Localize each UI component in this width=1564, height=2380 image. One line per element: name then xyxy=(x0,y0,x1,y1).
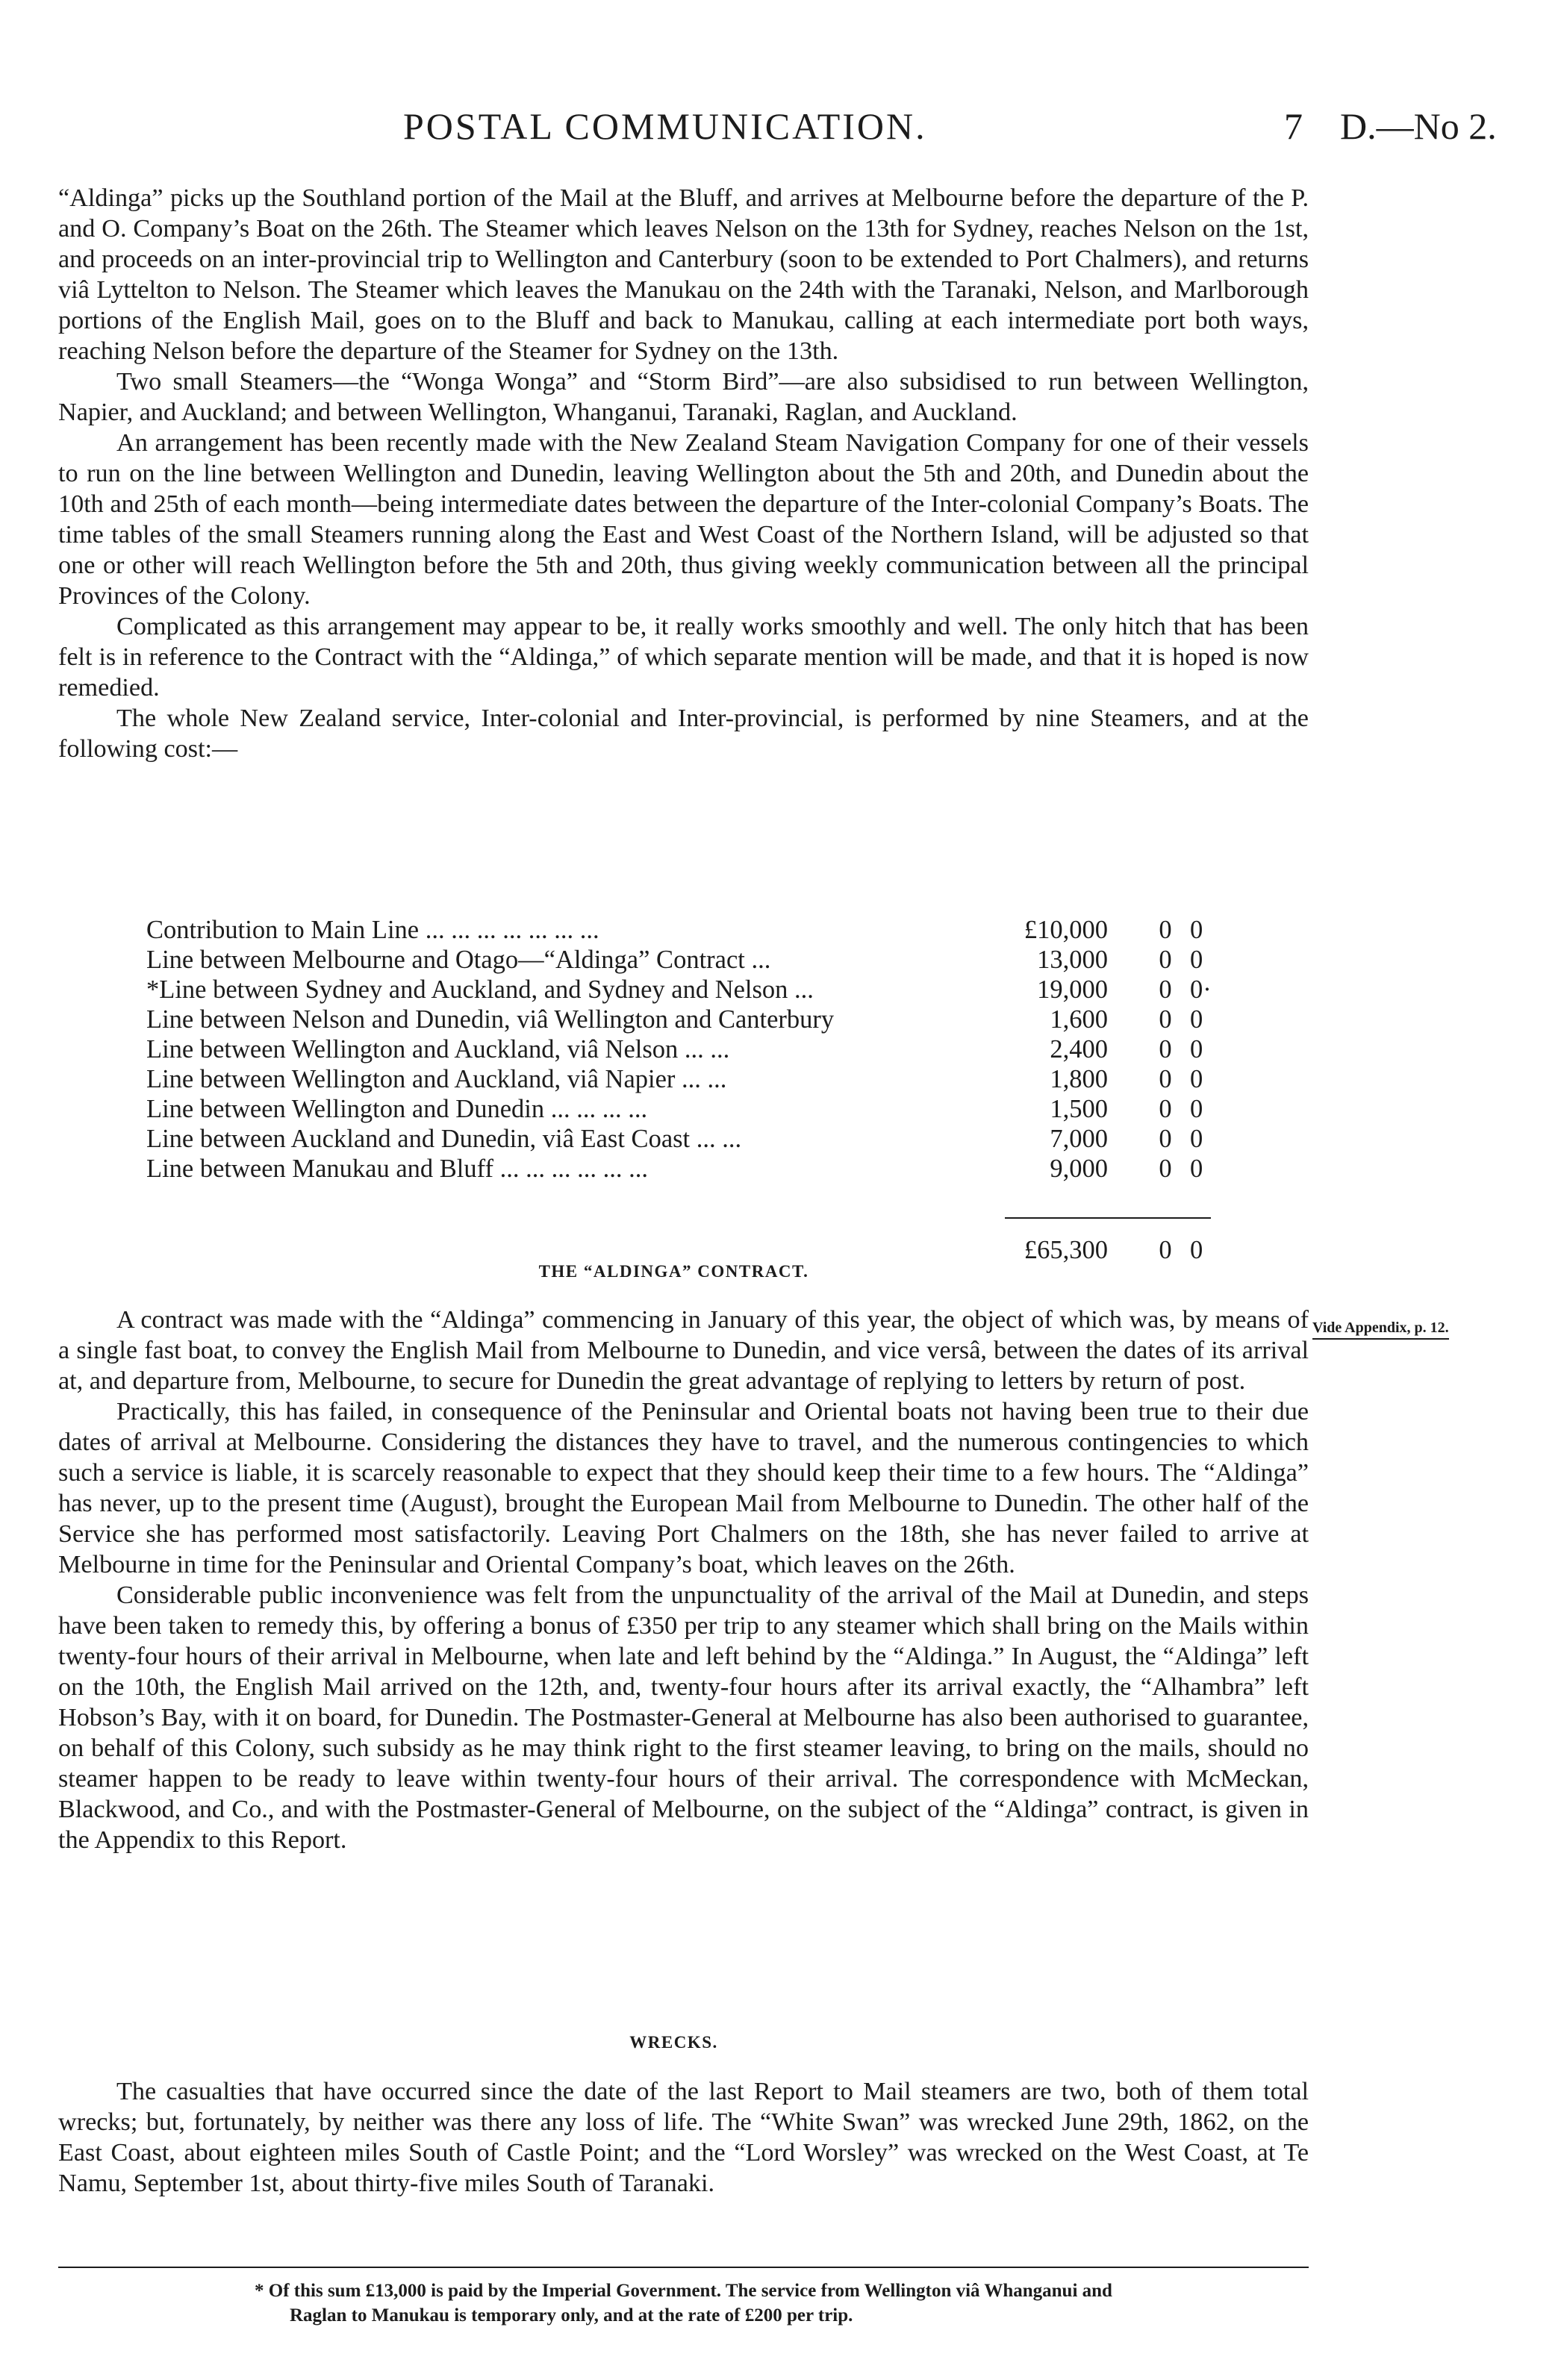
cost-pounds: 13,000 xyxy=(1037,946,1108,974)
cost-shillings: 0 xyxy=(1159,1155,1172,1183)
cost-row xyxy=(146,1094,1229,1124)
cost-pounds: 7,000 xyxy=(1050,1125,1108,1153)
cost-description: Line between Wellington and Dunedin ... ... ... ... xyxy=(146,1095,648,1123)
cost-description: Line between Wellington and Auckland, viâ Nelson ... ... xyxy=(146,1035,730,1063)
paragraph: Practically, this has failed, in consequence of the Peninsular and Oriental boats not having been true to their due dates of arrival at Melbourne. Considering the distances they have to travel, and the numerous contingencies to which such a service is liable, it is scarcely reasonable to expect that they should keep their time to a few hours. The “Aldinga” has never, up to the present time (August), brought the European Mail from Melbourne to Dunedin. The other half of the Service she has performed most satisfactorily. Leaving Port Chalmers on the 18th, she has never failed to arrive at Melbourne in time for the Peninsular and Oriental Company’s boat, which leaves on the 26th. xyxy=(58,1398,1309,1578)
cost-pence: 0 xyxy=(1190,1155,1203,1183)
document-reference: D.—No 2. xyxy=(1340,105,1497,147)
cost-shillings: 0 xyxy=(1159,975,1172,1004)
cost-description: *Line between Sydney and Auckland, and Sydney and Nelson ... xyxy=(146,975,814,1004)
total-shillings: 0 xyxy=(1159,1236,1172,1264)
cost-pence: 0 xyxy=(1190,1005,1203,1034)
section-steamer-routes xyxy=(58,183,1309,764)
paragraph: Complicated as this arrangement may appear to be, it really works smoothly and well. The only hitch that has been felt is in reference to the Contract with the “Aldinga,” of which separate mention will be made, and that it is hoped is now remedied. xyxy=(58,613,1309,702)
paragraph: An arrangement has been recently made with the New Zealand Steam Navigation Company for one of their vessels to run on the line between Wellington and Dunedin, leaving Wellington about the 5th and 20th, and Dunedin about the 10th and 25th of each month—being intermediate dates between the departure of the Inter-colonial Company’s Boats. The time tables of the small Steamers running along the East and West Coast of the Northern Island, will be adjusted so that one or other will reach Wellington before the 5th and 20th, thus giving weekly communication between all the principal Provinces of the Colony. xyxy=(58,429,1309,610)
page-number: 7 xyxy=(1284,105,1303,147)
cost-shillings: 0 xyxy=(1159,946,1172,974)
section-aldinga-contract xyxy=(58,1305,1309,1855)
cost-shillings: 0 xyxy=(1159,1065,1172,1093)
cost-shillings: 0 xyxy=(1159,1095,1172,1123)
cost-shillings: 0 xyxy=(1159,1125,1172,1153)
cost-row xyxy=(146,975,1229,1005)
cost-shillings: 0 xyxy=(1159,1035,1172,1063)
cost-description: Contribution to Main Line ... ... ... ... ... ... ... xyxy=(146,916,599,944)
cost-description: Line between Auckland and Dunedin, viâ East Coast ... ... xyxy=(146,1125,742,1153)
paragraph: Two small Steamers—the “Wonga Wonga” and “Storm Bird”—are also subsidised to run between Wellington, Napier, and Auckland; and between Wellington, Whanganui, Taranaki, Raglan, and Auckland. xyxy=(58,368,1309,426)
paragraph: A contract was made with the “Aldinga” commencing in January of this year, the object of which was, by means of a single fast boat, to convey the English Mail from Melbourne to Dunedin, and vice versâ, between the dates of its arrival at, and departure from, Melbourne, to secure for Dunedin the great advantage of replying to letters by return of post. xyxy=(58,1306,1309,1395)
total-rule xyxy=(1005,1217,1211,1219)
total-pence: 0 xyxy=(1190,1236,1203,1264)
cost-pence: 0 xyxy=(1190,1095,1203,1123)
margin-note: Vide Appendix, p. 12. xyxy=(1312,1319,1449,1340)
cost-pounds: 9,000 xyxy=(1050,1155,1108,1183)
cost-row xyxy=(146,1124,1229,1154)
cost-description: Line between Melbourne and Otago—“Aldinga” Contract ... xyxy=(146,946,771,974)
footnote-rule xyxy=(58,2267,1309,2268)
cost-pounds: 19,000 xyxy=(1037,975,1108,1004)
cost-row xyxy=(146,1154,1229,1184)
cost-pence: 0 xyxy=(1190,946,1203,974)
cost-shillings: 0 xyxy=(1159,1005,1172,1034)
cost-pounds: 1,600 xyxy=(1050,1005,1108,1034)
paragraph: The casualties that have occurred since the date of the last Report to Mail steamers are two, both of them total wrecks; but, fortunately, by neither was there any loss of life. The “White Swan” was wrecked June 29th, 1862, on the East Coast, about eighteen miles South of Castle Point; and the “Lord Worsley” was wrecked on the West Coast, at Te Namu, September 1st, about thirty-five miles South of Taranaki. xyxy=(58,2078,1309,2197)
cost-description: Line between Nelson and Dunedin, viâ Wellington and Canterbury xyxy=(146,1005,835,1034)
cost-pence: 0 xyxy=(1190,1125,1203,1153)
footnote xyxy=(58,2279,1309,2328)
footnote-line: * Of this sum £13,000 is paid by the Imperial Government. The service from Wellington viâ Whanganui and xyxy=(255,2281,1112,2301)
cost-pounds: 1,800 xyxy=(1050,1065,1108,1093)
paragraph: The whole New Zealand service, Inter-colonial and Inter-provincial, is performed by nine Steamers, and at the following cost:— xyxy=(58,705,1309,763)
cost-row xyxy=(146,1005,1229,1034)
section-heading-aldinga: THE “ALDINGA” CONTRACT. xyxy=(538,1262,809,1281)
cost-row xyxy=(146,945,1229,975)
cost-row xyxy=(146,915,1229,945)
cost-pence: 0 xyxy=(1190,916,1203,944)
cost-pounds: 1,500 xyxy=(1050,1095,1108,1123)
paragraph: Considerable public inconvenience was felt from the unpunctuality of the arrival of the Mail at Dunedin, and steps have been taken to remedy this, by offering a bonus of £350 per trip to any steamer which shall bring on the Mails within twenty-four hours of their arrival in Melbourne, when late and left behind by the “Aldinga.” In August, the “Aldinga” left on the 10th, the English Mail arrived on the 12th, and, twenty-four hours after its arrival exactly, the “Alhambra” left Hobson’s Bay, with it on board, for Dunedin. The Postmaster-General at Melbourne has also been authorised to guarantee, on behalf of this Colony, such subsidy as he may think right to the first steamer leaving, to bring on the mails, should no steamer happen to be ready to leave within twenty-four hours of their arrival. The correspondence with McMeckan, Blackwood, and Co., and with the Postmaster-General of Melbourne, on the subject of the “Aldinga” contract, is given in the Appendix to this Report. xyxy=(58,1581,1309,1854)
cost-pence: 0· xyxy=(1190,975,1212,1004)
cost-table xyxy=(146,915,1229,1184)
cost-pounds: £10,000 xyxy=(1024,916,1108,944)
paragraph: “Aldinga” picks up the Southland portion of the Mail at the Bluff, and arrives at Melbourne before the departure of the P. and O. Company’s Boat on the 26th. The Steamer which leaves Nelson on the 13th for Sydney, reaches Nelson on the 1st, and proceeds on an inter-provincial trip to Wellington and Canterbury (soon to be extended to Port Chalmers), and returns viâ Lyttelton to Nelson. The Steamer which leaves the Manukau on the 24th with the Taranaki, Nelson, and Marlborough portions of the English Mail, goes on to the Bluff and back to Manukau, calling at each intermediate port both ways, reaching Nelson before the departure of the Steamer for Sydney on the 13th. xyxy=(58,184,1309,365)
cost-row xyxy=(146,1064,1229,1094)
cost-shillings: 0 xyxy=(1159,916,1172,944)
cost-pounds: 2,400 xyxy=(1050,1035,1108,1063)
cost-pence: 0 xyxy=(1190,1035,1203,1063)
cost-row xyxy=(146,1034,1229,1064)
cost-pence: 0 xyxy=(1190,1065,1203,1093)
footnote-line: Raglan to Manukau is temporary only, and at the rate of £200 per trip. xyxy=(290,2305,853,2326)
total-pounds: £65,300 xyxy=(1024,1236,1108,1264)
section-wrecks xyxy=(58,2076,1309,2199)
page-header xyxy=(0,104,1564,157)
cost-description: Line between Manukau and Bluff ... ... ... ... ... ... xyxy=(146,1155,648,1183)
running-title: POSTAL COMMUNICATION. xyxy=(403,105,927,147)
cost-description: Line between Wellington and Auckland, viâ Napier ... ... xyxy=(146,1065,727,1093)
section-heading-wrecks: WRECKS. xyxy=(629,2033,718,2052)
